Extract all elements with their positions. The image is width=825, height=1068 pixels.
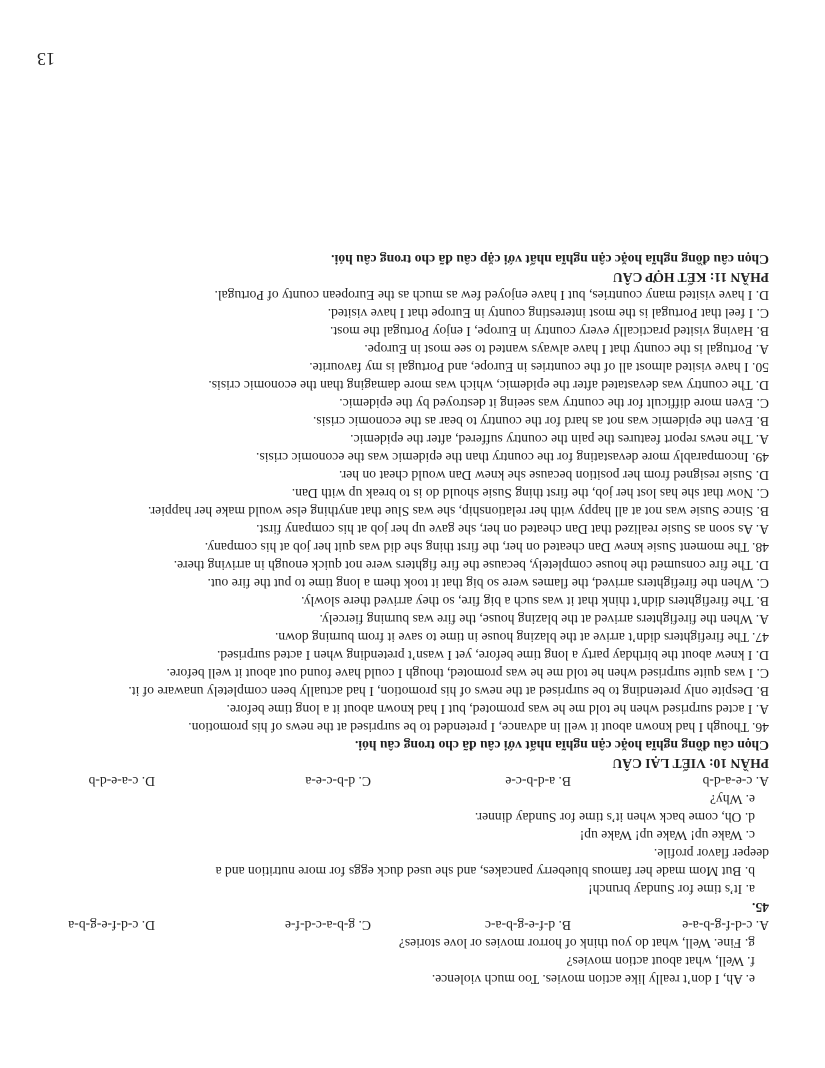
section-heading: PHẦN 11: KẾT HỢP CÂU <box>612 270 769 285</box>
answer-option: A. The news report features the pain the country suffered, after the epidemic. <box>350 432 769 447</box>
answer-option: B. Having visited practically every country in Europe, I enjoy Portugal the most. <box>329 324 769 339</box>
dialogue-line: e. Ah, I don’t really like action movies. Too much violence. <box>431 972 755 987</box>
answer-option: C. Even more difficult for the country was seeing it destroyed by the epidemic. <box>339 396 769 411</box>
dialogue-line: a. It’s time for Sunday brunch! <box>588 882 755 897</box>
answer-option: C. I was quite surprised when he told me he was promoted, though I could have found out about it well before. <box>166 666 769 681</box>
answer-option: D. The country was devastated after the epidemic, which was more damaging than the economic crisis. <box>208 378 769 393</box>
dialogue-line: e. Why? <box>709 792 755 807</box>
answer-option: C. When the firefighters arrived, the flames were so big that it took them a long time to put the fire out. <box>207 576 769 591</box>
answer-options <box>49 772 769 790</box>
section-heading: PHẦN 10: VIẾT LẠI CÂU <box>612 756 769 771</box>
dialogue-line: b. But Mom made her famous blueberry pancakes, and she used duck eggs for more nutrition and a <box>215 864 755 879</box>
option-c: C. d-b-c-e-a <box>305 774 371 789</box>
question-stem: 50. I have visited almost all of the countries in Europe, and Portugal is my favourite. <box>309 360 769 375</box>
answer-option: B. Since Susie was not at all happy with her relationship, she was Slue that anything else would make her happier. <box>147 504 769 519</box>
question-stem: 46. Though I had known about it well in advance, I pretended to be surprised at the news of his promotion. <box>188 720 769 735</box>
dialogue-line: deeper flavor profile. <box>653 846 769 861</box>
answer-option: B. The firefighters didn’t think that it was such a big fire, so they arrived there slowly. <box>301 594 769 609</box>
option-d: D. c-a-e-d-b <box>88 774 155 789</box>
answer-option: C. I feel that Portugal is the most interesting county in Europe that I have visited. <box>327 306 769 321</box>
option-b: B. d-f-e-g-b-a-c <box>484 918 571 933</box>
option-b: B. a-d-b-c-e <box>505 774 571 789</box>
question-stem: 48. The moment Susie knew Dan cheated on her, the first thing she did was quit her job at his company. <box>204 540 769 555</box>
answer-option: C. Now that she has lost her job, the first thing Susie should do is to break up with Dan. <box>291 486 769 501</box>
section-instruction: Chọn câu đồng nghĩa hoặc cận nghĩa nhất với cặp câu đã cho trong câu hỏi. <box>331 252 769 267</box>
answer-options <box>49 916 769 934</box>
dialogue-line: f. Well, what about action movies? <box>566 954 755 969</box>
answer-option: A. When the firefighters arrived at the blazing house, the fire was burning fiercely. <box>319 612 769 627</box>
answer-option: A. I acted surprised when he told me he was promoted, but I had known about it a long time before. <box>226 702 769 717</box>
option-a: A. c-d-f-g-b-a-e <box>682 918 769 933</box>
answer-option: B. Even the epidemic was not as hard for the country to bear as the economic crisis. <box>312 414 769 429</box>
dialogue-line: d. Oh, come back when it’s time for Sunday dinner. <box>474 810 755 825</box>
page-content <box>49 250 769 988</box>
page-number: 13 <box>37 49 55 69</box>
question-stem: 49. Incomparably more devastating for the country than the epidemic was the economic crisis. <box>256 450 769 465</box>
question-stem: 47. The firefighters didn’t arrive at the blazing house in time to save it from burning down. <box>274 630 769 645</box>
answer-option: B. Despite only pretending to be surprised at the news of his promotion, I had actually been completely unaware of it. <box>128 684 769 699</box>
dialogue-line: c. Wake up! Wake up! Wake up! <box>579 828 755 843</box>
dialogue-line: g. Fine. Well, what do you think of horror movies or love stories? <box>398 936 755 951</box>
section-instruction: Chọn câu đồng nghĩa hoặc cận nghĩa nhất với câu đã cho trong câu hỏi. <box>354 738 769 753</box>
answer-option: D. The fire consumed the house completely, because the fire fighters were not quick enough in arriving there. <box>173 558 769 573</box>
option-c: C. g-b-a-c-d-f-e <box>284 918 371 933</box>
answer-option: D. I knew about the birthday party a long time before, yet I wasn’t pretending when I acted surprised. <box>216 648 769 663</box>
answer-option: D. Susie resigned from her position because she knew Dan would cheat on her. <box>339 468 769 483</box>
option-d: D. c-d-f-e-g-b-a <box>68 918 155 933</box>
answer-option: A. As soon as Susie realized that Dan cheated on her, she gave up her job at his company first. <box>256 522 769 537</box>
answer-option: A. Portugal is the county that I have always wanted to see most in Europe. <box>364 342 769 357</box>
question-number: 45. <box>752 900 769 915</box>
option-a: A. c-e-a-d-b <box>702 774 769 789</box>
answer-option: D. I have visited many countries, but I have enjoyed few as much as the European county of Portugal. <box>214 288 769 303</box>
